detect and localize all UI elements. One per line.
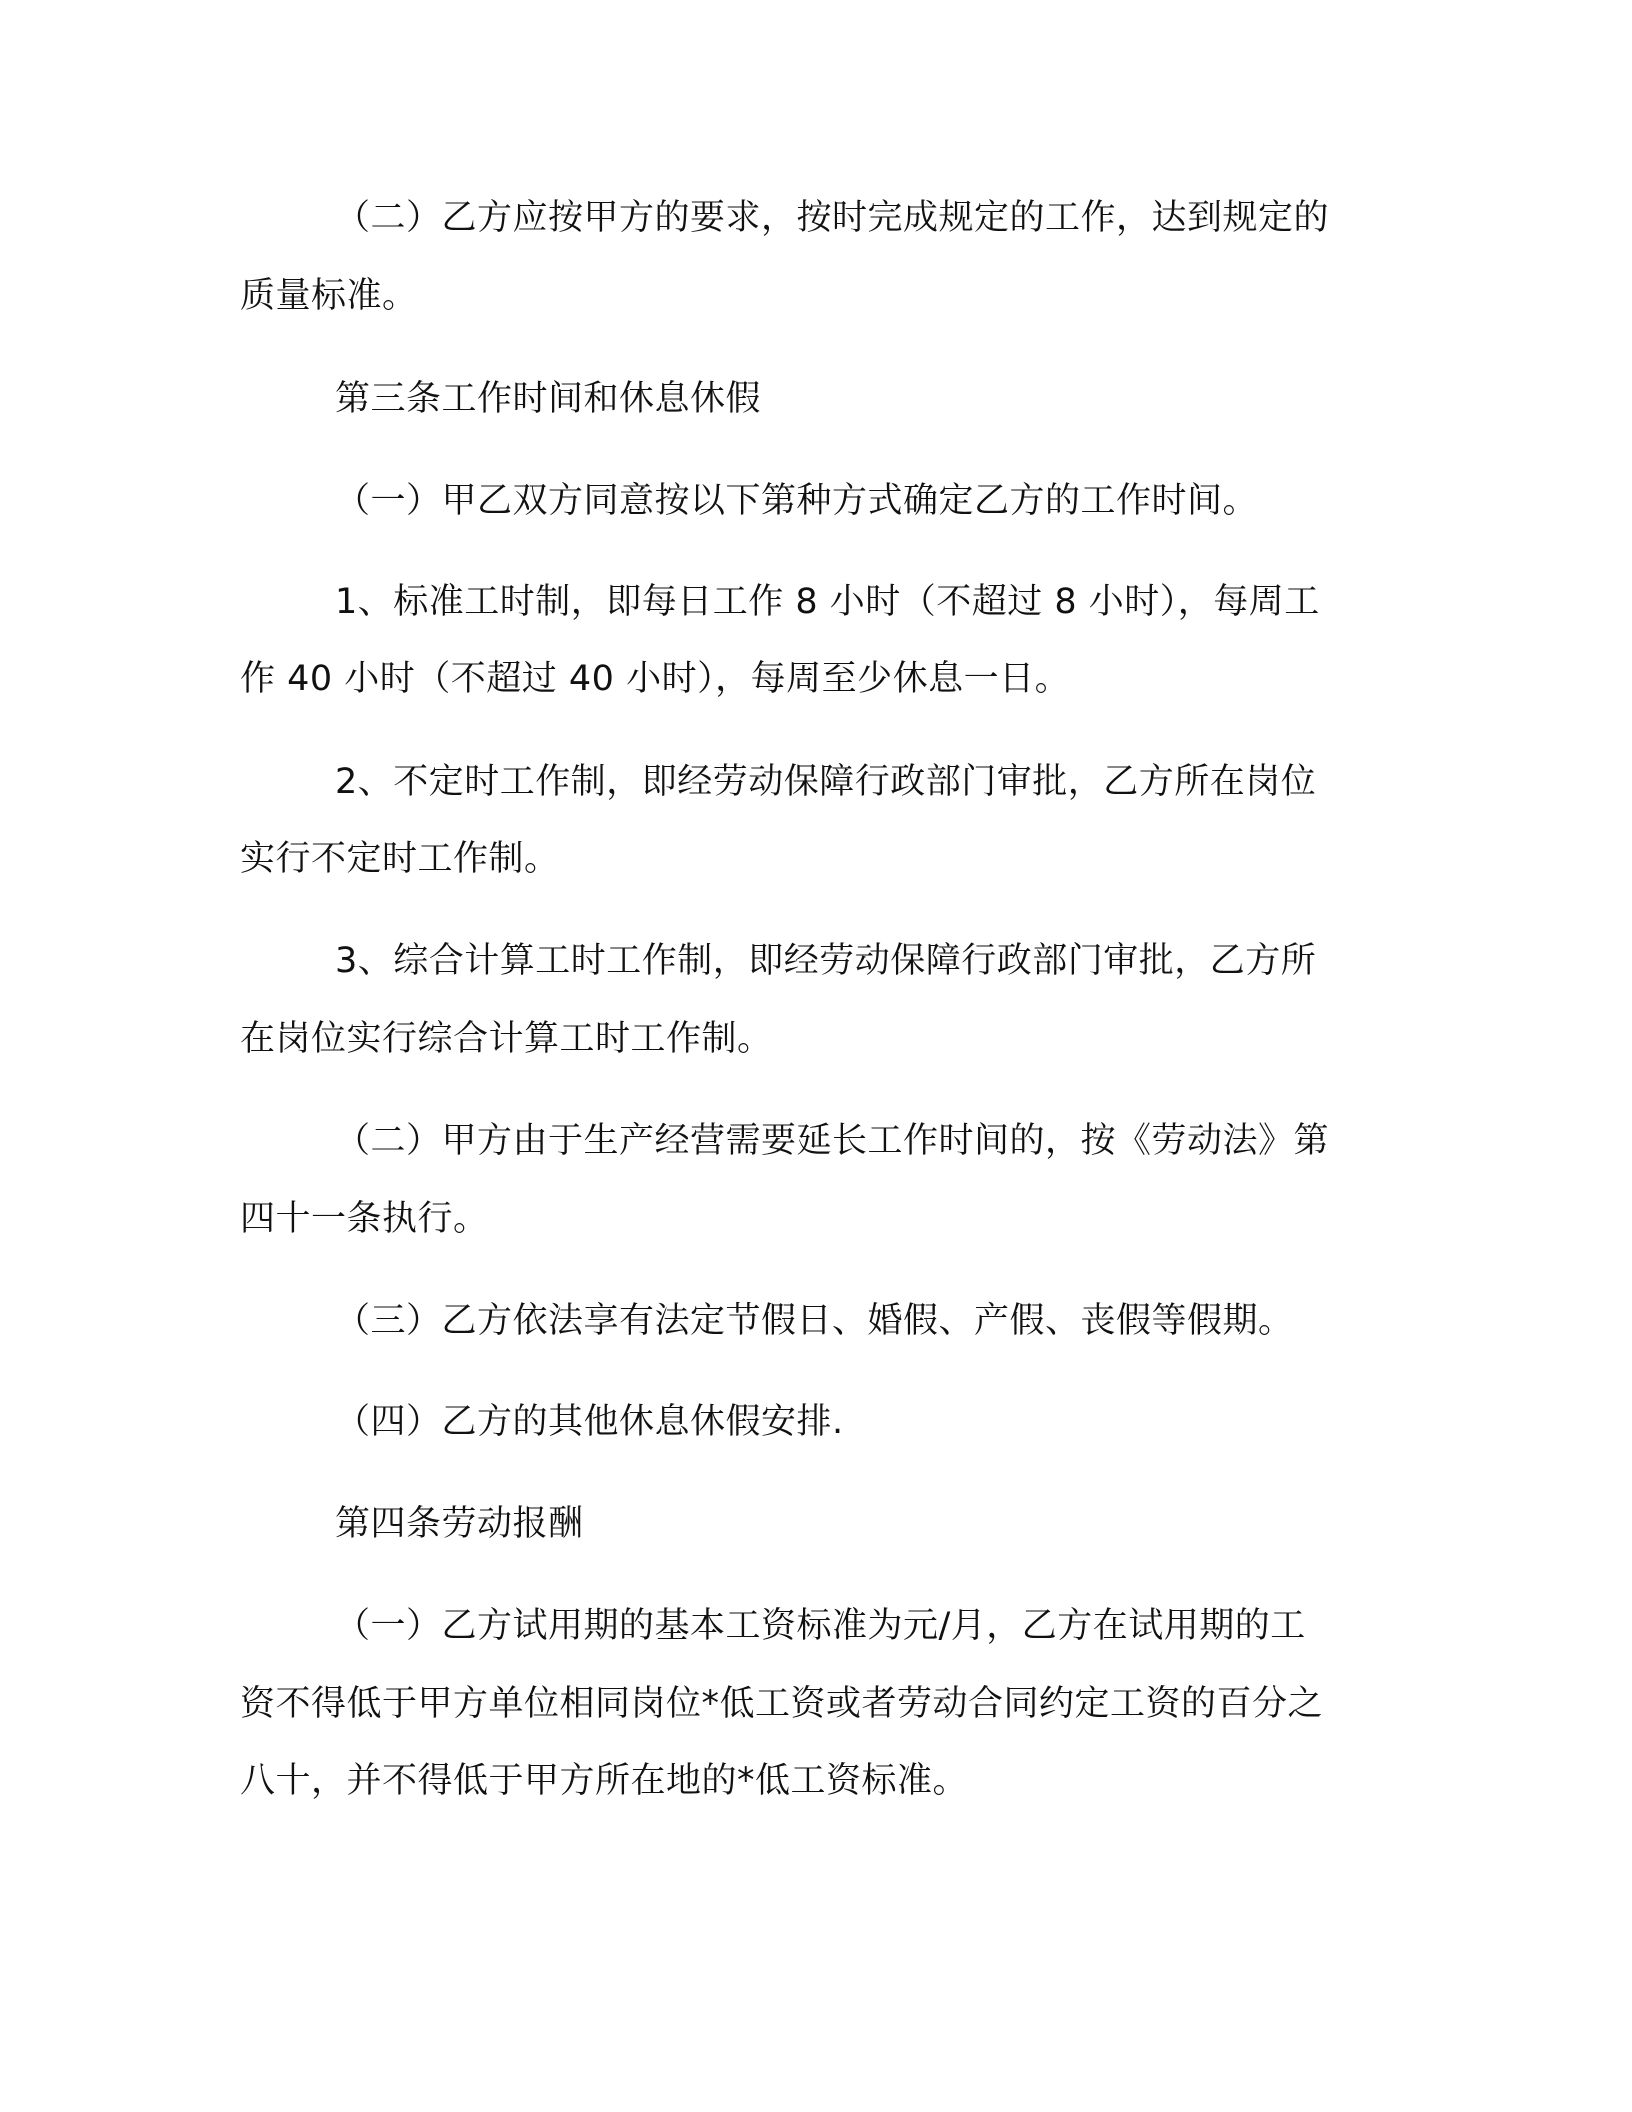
paragraph-line: 实行不定时工作制。 (240, 839, 560, 879)
paragraph-line: （四）乙方的其他休息休假安排. (335, 1402, 844, 1442)
paragraph-line: 2、不定时工作制，即经劳动保障行政部门审批，乙方所在岗位 (335, 762, 1317, 802)
paragraph-line: 八十，并不得低于甲方所在地的*低工资标准。 (240, 1761, 969, 1801)
paragraph-line: 作 40 小时（不超过 40 小时），每周至少休息一日。 (240, 659, 1071, 699)
paragraph-line: 3、综合计算工时工作制，即经劳动保障行政部门审批，乙方所 (335, 941, 1317, 981)
paragraph-line: （二）甲方由于生产经营需要延长工作时间的，按《劳动法》第 (335, 1121, 1330, 1161)
paragraph-line: 在岗位实行综合计算工时工作制。 (240, 1019, 773, 1059)
section-heading: 第三条工作时间和休息休假 (335, 379, 762, 419)
section-heading: 第四条劳动报酬 (335, 1504, 584, 1544)
paragraph-line: （三）乙方依法享有法定节假日、婚假、产假、丧假等假期。 (335, 1301, 1294, 1341)
paragraph-line: 1、标准工时制，即每日工作 8 小时（不超过 8 小时），每周工 (335, 582, 1320, 622)
paragraph-line: （一）乙方试用期的基本工资标准为元/月，乙方在试用期的工 (335, 1606, 1306, 1646)
paragraph-line: （二）乙方应按甲方的要求，按时完成规定的工作，达到规定的 (335, 198, 1330, 238)
paragraph-line: 质量标准。 (240, 276, 418, 316)
paragraph-line: 四十一条执行。 (240, 1199, 489, 1239)
paragraph-line: 资不得低于甲方单位相同岗位*低工资或者劳动合同约定工资的百分之 (240, 1684, 1324, 1724)
paragraph-line: （一）甲乙双方同意按以下第种方式确定乙方的工作时间。 (335, 481, 1259, 521)
